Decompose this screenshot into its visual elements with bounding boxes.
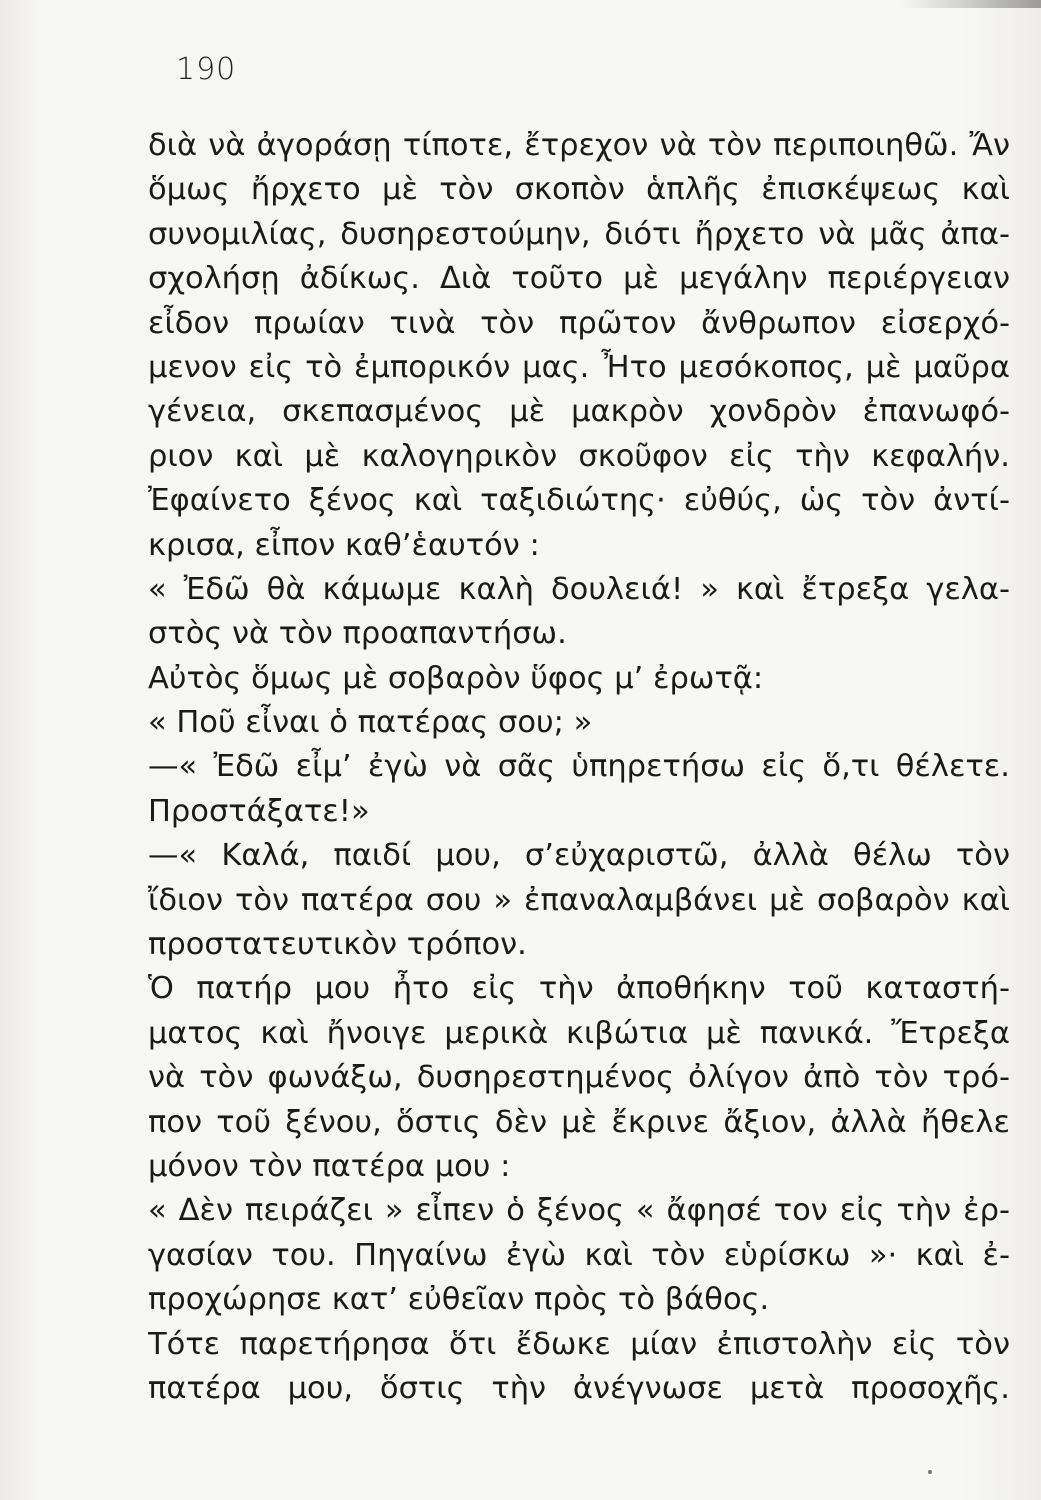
text-line: Ἐφαίνετο ξένος καὶ ταξιδιώτης· εὐθύς, ὡς τὸν ἀντί- [148, 483, 1010, 519]
text-line: μόνον τὸν πατέρα μου : [148, 1148, 511, 1184]
text-line: συνομιλίας, δυσηρεστούμην, διότι ἤρχετο νὰ μᾶς ἀπα- [148, 216, 1010, 252]
text-line: σχολήσῃ ἀδίκως. Διὰ τοῦτο μὲ μεγάλην περιέργειαν [148, 261, 1010, 297]
text-line: κρισα, εἶπον καθ’ἑαυτόν : [148, 527, 540, 563]
text-line: « Ἐδῶ θὰ κάμωμε καλὴ δουλειά! » καὶ ἔτρεξα γελα- [148, 571, 1010, 607]
text-line: —« Ἐδῶ εἶμ’ ἐγὼ νὰ σᾶς ὑπηρετήσω εἰς ὅ,τι θέλετε. [148, 749, 1010, 785]
text-line: Τότε παρετήρησα ὅτι ἔδωκε μίαν ἐπιστολὴν εἰς τὸν [148, 1326, 1010, 1362]
text-line: Αὐτὸς ὅμως μὲ σοβαρὸν ὕφος μ’ ἐρωτᾷ: [148, 660, 764, 696]
text-line: « Ποῦ εἶναι ὁ πατέρας σου; » [148, 705, 593, 741]
text-line: γασίαν του. Πηγαίνω ἐγὼ καὶ τὸν εὑρίσκω »· καὶ ἐ- [148, 1237, 1010, 1273]
text-line: ἴδιον τὸν πατέρα σου » ἐπαναλαμβάνει μὲ σοβαρὸν καὶ [148, 882, 1010, 918]
text-line: πον τοῦ ξένου, ὅστις δὲν μὲ ἔκρινε ἄξιον, ἀλλὰ ἤθελε [148, 1104, 1010, 1140]
page-edge-shadow [901, 0, 1041, 8]
page-number: 190 [176, 52, 237, 87]
text-line: Προστάξατε!» [148, 793, 370, 829]
body-text [148, 124, 1010, 1411]
text-line: προχώρησε κατ’ εὐθεῖαν πρὸς τὸ βάθος. [148, 1282, 770, 1318]
text-line: μενον εἰς τὸ ἐμπορικόν μας. Ἦτο μεσόκοπος, μὲ μαῦρα [148, 349, 1010, 385]
text-line: νὰ τὸν φωνάξω, δυσηρεστημένος ὀλίγον ἀπὸ τὸν τρό- [148, 1060, 1010, 1096]
print-speck [928, 1470, 932, 1474]
text-line: ματος καὶ ἤνοιγε μερικὰ κιβώτια μὲ πανικά. Ἔτρεξα [148, 1015, 1010, 1051]
text-line: στὸς νὰ τὸν προαπαντήσω. [148, 616, 567, 652]
text-line: —« Καλά, παιδί μου, σ’εὐχαριστῶ, ἀλλὰ θέλω τὸν [148, 838, 1010, 874]
text-line: προστατευτικὸν τρόπον. [148, 927, 527, 963]
text-line: ὅμως ἤρχετο μὲ τὸν σκοπὸν ἁπλῆς ἐπισκέψεως καὶ [148, 172, 1010, 208]
text-line: « Δὲν πειράζει » εἶπεν ὁ ξένος « ἄφησέ τον εἰς τὴν ἐρ- [148, 1193, 1010, 1229]
text-line: πατέρα μου, ὅστις τὴν ἀνέγνωσε μετὰ προσοχῆς. [148, 1370, 1010, 1406]
text-line: Ὁ πατήρ μου ἦτο εἰς τὴν ἀποθήκην τοῦ καταστή- [148, 971, 1010, 1007]
text-line: γένεια, σκεπασμένος μὲ μακρὸν χονδρὸν ἐπανωφό- [148, 394, 1010, 430]
text-line: διὰ νὰ ἀγοράσῃ τίποτε, ἔτρεχον νὰ τὸν περιποιηθῶ. Ἄν [148, 128, 1010, 163]
text-line: εἶδον πρωίαν τινὰ τὸν πρῶτον ἄνθρωπον εἰσερχό- [148, 305, 1010, 341]
text-line: ριον καὶ μὲ καλογηρικὸν σκοῦφον εἰς τὴν κεφαλήν. [148, 438, 1010, 474]
